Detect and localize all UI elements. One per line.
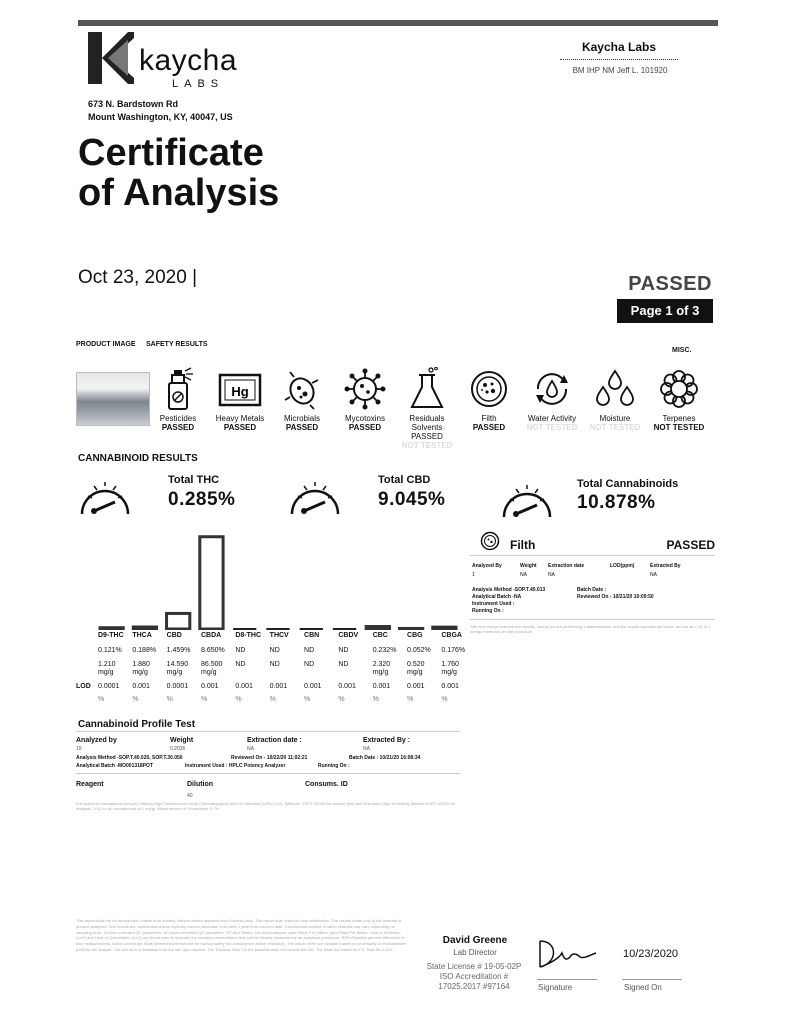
- cannabinoid-name-cell: THCA: [132, 632, 152, 639]
- report-date: Oct 23, 2020 |: [78, 267, 198, 288]
- product-image: [76, 372, 150, 426]
- unit-cell: %: [132, 696, 139, 703]
- safety-filth: [457, 367, 521, 432]
- logo-sub: LABS: [172, 78, 225, 90]
- water-cycle-icon: [530, 367, 574, 411]
- divider: [76, 773, 460, 774]
- cannabinoid-name-cell: CBD: [166, 632, 182, 639]
- profile-weight-label: Weight: [170, 737, 194, 744]
- filth-extraction-value: NA: [548, 572, 555, 578]
- bar-cbd: [167, 613, 190, 629]
- safety-status: PASSED: [285, 423, 319, 432]
- unit-cell: %: [235, 696, 242, 703]
- hg-element-icon: [215, 367, 265, 411]
- percent-cell: 8.650%: [201, 647, 225, 654]
- table-row-percent: [76, 647, 464, 658]
- lod-value-cell: 0.001: [132, 683, 150, 690]
- safety-label: Residuals Solvents: [409, 414, 445, 432]
- safety-status: PASSED: [223, 423, 257, 432]
- mg-unit-cell: mg/g: [201, 669, 217, 676]
- mg-unit-cell: mg/g: [98, 669, 114, 676]
- filth-reviewed: Reviewed On - 10/21/20 10:09:50: [577, 594, 654, 600]
- safety-mycotoxins: [333, 367, 397, 432]
- safety-status: PASSED: [472, 423, 506, 432]
- percent-cell: ND: [269, 647, 280, 654]
- droplets-icon: [592, 367, 638, 411]
- percent-cell: 0.232%: [372, 647, 397, 654]
- cannabinoid-name-cell: D9-THC: [98, 632, 124, 639]
- bar-cbga: [433, 627, 456, 629]
- mg-unit-cell: mg/g: [372, 669, 389, 676]
- lod-value-cell: 0.001: [304, 683, 322, 690]
- filth-batch-date: Batch Date :: [577, 587, 607, 593]
- total-thc-value: 0.285%: [168, 489, 236, 510]
- safety-status: PASSED: [411, 432, 443, 441]
- signature-line: [537, 979, 597, 980]
- safety-heavy-metals: [208, 367, 272, 432]
- unit-cell: %: [201, 696, 208, 703]
- percent-cell: 0.176%: [441, 647, 466, 654]
- mg-value-cell: 1.210: [98, 661, 116, 668]
- page-indicator: Page 1 of 3: [617, 299, 713, 323]
- mg-unit-cell: mg/g: [407, 669, 423, 676]
- total-cbd-value: 9.045%: [378, 489, 446, 510]
- license-line-1: State License # 19-05-02P: [426, 962, 522, 971]
- signature-label: Signature: [538, 983, 573, 992]
- safety-microbials: [270, 367, 334, 432]
- profile-method: Analysis Method -SOP.T.40.020, SOP.T.30.050: [76, 755, 183, 761]
- signed-on-label: Signed On: [624, 983, 662, 992]
- gauge-thc-icon: [76, 474, 134, 518]
- petri-dish-icon: [467, 367, 511, 411]
- unit-cell: %: [338, 696, 345, 703]
- total-cannabinoids-label: Total Cannabinoids: [577, 478, 679, 490]
- address-line-2: Mount Washington, KY, 40047, US: [88, 112, 233, 122]
- logo-name: kaycha: [139, 44, 238, 77]
- gauge-cbd-icon: [286, 474, 344, 518]
- misc-header: MISC.: [672, 347, 692, 354]
- overall-status: PASSED: [628, 273, 712, 295]
- bar-cbg: [399, 628, 422, 629]
- safety-label: Pesticides: [159, 414, 197, 423]
- profile-extracted-label: Extracted By :: [363, 737, 411, 744]
- unit-cell: %: [98, 696, 105, 703]
- bar-thca: [133, 627, 156, 629]
- safety-label: Filth: [481, 414, 497, 423]
- divider: [76, 731, 460, 732]
- table-row-mg-unit: [76, 669, 464, 680]
- lod-value-cell: 0.001: [201, 683, 219, 690]
- safety-label: Terpenes: [662, 414, 696, 423]
- filth-analyzed-label: Analyzed By: [472, 563, 502, 569]
- unit-cell: %: [372, 696, 379, 703]
- reagent-label: Reagent: [76, 781, 104, 788]
- license-line-3: 17025.2017 #97164: [438, 982, 510, 991]
- safety-terpenes: [647, 367, 711, 432]
- mg-unit-cell: mg/g: [441, 669, 457, 676]
- page-title: [78, 133, 279, 213]
- unit-cell: %: [304, 696, 311, 703]
- signed-on-line: [622, 979, 682, 980]
- safety-note: NOT TESTED: [401, 441, 453, 450]
- bar-cbc: [366, 627, 389, 629]
- gauge-total-icon: [498, 477, 556, 521]
- total-cbd-label: Total CBD: [378, 474, 431, 486]
- safety-moisture: [583, 367, 647, 432]
- unit-cell: %: [407, 696, 414, 703]
- unit-cell: %: [166, 696, 173, 703]
- virus-icon: [343, 367, 387, 411]
- lod-value-cell: 0.001: [338, 683, 356, 690]
- filth-lod-label: LOD(ppm): [610, 563, 635, 569]
- lod-value-cell: 0.001: [407, 683, 425, 690]
- safety-water-activity: [520, 367, 584, 432]
- mg-value-cell: 14.590: [166, 661, 189, 668]
- filth-weight-value: NA: [520, 572, 527, 578]
- mg-unit-cell: mg/g: [166, 669, 183, 676]
- safety-pesticides: [146, 367, 210, 432]
- filth-weight-label: Weight: [520, 563, 537, 569]
- flask-icon: [407, 367, 447, 411]
- mg-value-cell: 86.500: [201, 661, 223, 668]
- cannabinoid-results-title: CANNABINOID RESULTS: [78, 453, 198, 464]
- cannabinoid-name-cell: CBN: [304, 632, 320, 639]
- safety-label: Microbials: [283, 414, 320, 423]
- lod-value-cell: 0.001: [372, 683, 391, 690]
- bacteria-icon: [280, 367, 324, 411]
- spray-bottle-icon: [161, 367, 195, 411]
- filth-batch: Analytical Batch -NA: [472, 594, 522, 600]
- profile-analyzed-label: Analyzed by: [76, 737, 117, 744]
- disclaimer-text: This report shall not be reproduced, unless in its entirety, without written approval from Kaycha Labs. This report is an Kaycha Labs certification. The results relate only to the material or product analyzed. Test results are confidential unless explicitly waived otherwise. Void after 1 year from test end date. Cannabinoid content of batch material may vary depending on sampling error. Q=Non controlled QC parameter. NC=Non-controlled QC parameter. NT=Not Tested. NA=Not Analyzed. ppm=Parts Per Million. ppb=Parts Per Billion. Limit of Detection (LoD) and Limit of Quantitation (LoQ) are terms used to describe the smallest concentration that can be reliably measured by an analytical procedure. RPD=Relative percent difference of two measurements. Action Levels are State determined thresholds for human safety for consumption and/or inhalation. The result >99% are variable based on uncertainty of measurement (UM) for the analyte. The UM error is available from the lab upon request. The 'Decision Rule' for the pass/fail does not include the UM. The limits are based on F.S. Rule 64-4.310.: [76, 918, 407, 952]
- cannabinoid-name-cell: D8-THC: [235, 632, 262, 639]
- cannabinoid-bar-chart: [96, 530, 462, 630]
- mg-value-cell: ND: [338, 661, 349, 668]
- profile-batch: Analytical Batch -MO001318POT: [76, 763, 153, 769]
- cannabinoid-name-cell: CBGA: [441, 632, 462, 639]
- filth-title: Filth: [510, 538, 536, 552]
- percent-cell: 0.052%: [407, 647, 431, 654]
- lod-value-cell: 0.0001: [98, 683, 120, 690]
- filth-method: Analysis Method -SOP.T.40.013: [472, 587, 546, 593]
- lod-label: LOD: [76, 683, 91, 690]
- percent-cell: ND: [304, 647, 315, 654]
- dilution-value: 40: [187, 793, 193, 799]
- safety-status: NOT TESTED: [653, 423, 705, 432]
- safety-label: Water Activity: [527, 414, 577, 423]
- consums-label: Consums. ID: [305, 781, 348, 788]
- safety-status: PASSED: [348, 423, 382, 432]
- lod-value-cell: 0.001: [269, 683, 288, 690]
- lod-value-cell: 0.001: [441, 683, 459, 690]
- total-thc-label: Total THC: [168, 474, 220, 486]
- flower-icon: [657, 367, 701, 411]
- percent-cell: ND: [338, 647, 349, 654]
- bar-cbda: [200, 537, 223, 629]
- lod-value-cell: 0.001: [235, 683, 253, 690]
- mg-value-cell: ND: [235, 661, 246, 668]
- profile-title: Cannabinoid Profile Test: [78, 719, 196, 730]
- table-row-unit: [76, 696, 464, 707]
- license-line-2: ISO Accreditation #: [439, 972, 509, 981]
- filth-status: PASSED: [666, 538, 715, 552]
- mg-value-cell: 1.760: [441, 661, 459, 668]
- mg-value-cell: 0.520: [407, 661, 425, 668]
- svg-text:Hg: Hg: [231, 384, 249, 399]
- safety-status: NOT TESTED: [589, 423, 641, 432]
- percent-cell: 0.121%: [98, 647, 122, 654]
- profile-instrument: Instrument Used : HPLC Potency Analyzer: [185, 763, 286, 769]
- percent-cell: 0.188%: [132, 647, 157, 654]
- mg-value-cell: 1.880: [132, 661, 150, 668]
- filth-instrument: Instrument Used :: [472, 601, 515, 607]
- profile-batch-date: Batch Date : 10/21/20 16:08:34: [349, 755, 421, 761]
- profile-analyzed-value: 19: [76, 746, 82, 752]
- percent-cell: ND: [235, 647, 246, 654]
- filth-extracted-value: NA: [650, 572, 657, 578]
- signed-date: 10/23/2020: [623, 948, 679, 960]
- mg-unit-cell: mg/g: [132, 669, 148, 676]
- dilution-label: Dilution: [187, 781, 214, 788]
- divider: [470, 619, 715, 620]
- safety-status: PASSED: [161, 423, 195, 432]
- lab-signature: BM IHP NM Jeff L. 101920: [572, 66, 668, 75]
- lab-signature-line: [560, 59, 678, 60]
- bar-d9-thc: [100, 628, 123, 629]
- cannabinoid-name-cell: CBG: [407, 632, 423, 639]
- filth-petri-icon: [480, 531, 500, 551]
- top-rule: [78, 20, 718, 26]
- table-row-lod: [76, 683, 464, 694]
- cannabinoid-name-cell: THCV: [269, 632, 289, 639]
- mg-value-cell: ND: [304, 661, 315, 668]
- filth-analyzed-value: 1: [472, 572, 475, 578]
- profile-running: Running On :: [318, 763, 350, 769]
- lod-value-cell: 0.0001: [166, 683, 189, 690]
- filth-note: Filth and foreign material test results, hereby we are performing a determination, and the results reported are below, and as as LOQ of 1 foreign materials per the procedure.: [470, 624, 711, 634]
- cannabinoid-name-cell: CBDA: [201, 632, 222, 639]
- cannabinoid-name-cell: CBDV: [338, 632, 359, 639]
- profile-extraction-value: NA: [247, 746, 254, 752]
- profile-extraction-label: Extraction date :: [247, 737, 302, 744]
- percent-cell: 1.459%: [166, 647, 191, 654]
- unit-cell: %: [269, 696, 276, 703]
- divider: [470, 555, 715, 556]
- profile-note: Full spectrum cannabinoid analysis utilizing High Performance Liquid Chromatography with UV detection (HPLC-UV). (Method: SOP.T.30.050 for sample prep and Shimadzu High Sensitivity Method SOP.T.40.020 for analysis. LOQ for all cannabinoids is 1 mg/g). Measurement of Uncertainty: 3.7%: [76, 801, 456, 811]
- filth-running: Running On :: [472, 608, 504, 614]
- safety-results-header: SAFETY RESULTS: [146, 341, 208, 348]
- profile-weight-value: 0.2036: [170, 746, 186, 752]
- mg-value-cell: ND: [269, 661, 280, 668]
- safety-label: Mycotoxins: [344, 414, 385, 423]
- kaycha-logo-icon: [88, 32, 134, 84]
- filth-extracted-label: Extracted By: [650, 563, 681, 569]
- signer-role: Lab Director: [453, 948, 497, 957]
- table-header-row: [76, 632, 464, 643]
- unit-cell: %: [441, 696, 448, 703]
- address-line-1: 673 N. Bardstown Rd: [88, 99, 179, 109]
- signer-license: [418, 962, 530, 992]
- safety-residual-solvents: [395, 367, 459, 450]
- cannabinoid-name-cell: CBC: [372, 632, 388, 639]
- safety-status: NOT TESTED: [526, 423, 578, 432]
- lab-name: Kaycha Labs: [581, 40, 657, 54]
- profile-extracted-value: NA: [363, 746, 370, 752]
- total-cannabinoids-value: 10.878%: [577, 492, 656, 513]
- mg-value-cell: 2.320: [372, 661, 391, 668]
- filth-extraction-label: Extraction date: [548, 563, 585, 569]
- title-line-1: Certificate: [78, 132, 264, 174]
- handwritten-signature: [532, 933, 602, 973]
- safety-label: Heavy Metals: [215, 414, 265, 423]
- safety-label: Moisture: [599, 414, 631, 423]
- product-image-header: PRODUCT IMAGE: [76, 341, 136, 348]
- signer-name: David Greene: [442, 935, 508, 946]
- lab-address: [88, 98, 233, 124]
- profile-reviewed: Reviewed On - 10/22/20 11:02:21: [231, 755, 308, 761]
- title-line-2: of Analysis: [78, 172, 280, 214]
